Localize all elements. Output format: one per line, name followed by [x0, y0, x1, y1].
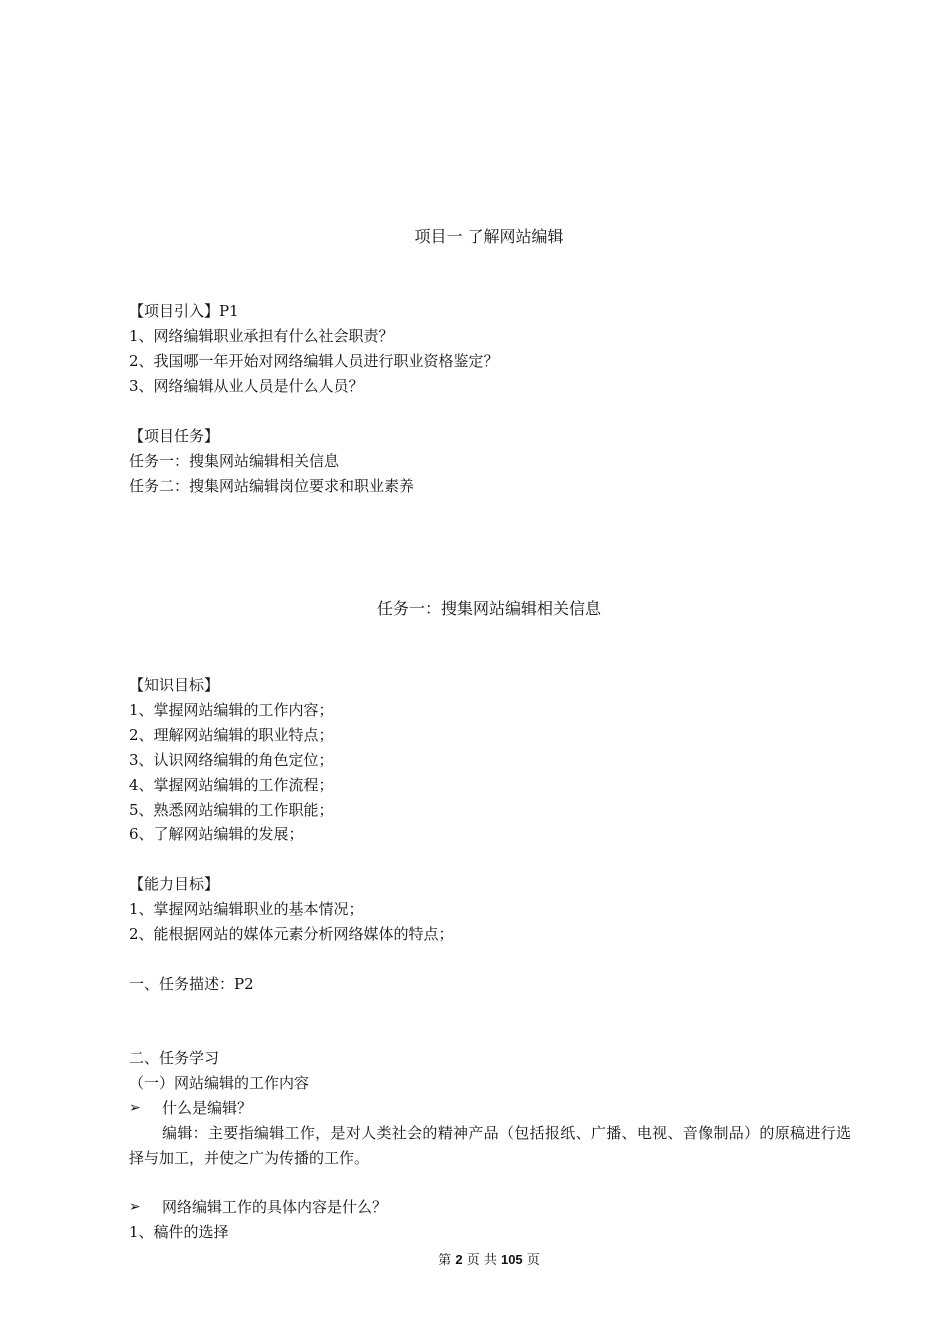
- arrow-bullet-icon: ➢: [129, 1199, 141, 1215]
- project-intro-item-2: 2、我国哪一年开始对网络编辑人员进行职业资格鉴定？: [129, 352, 499, 370]
- ability-goals-heading: 【能力目标】: [129, 875, 220, 893]
- question-what-is-editing: 什么是编辑？: [162, 1099, 253, 1117]
- ability-goal-item-2: 2、能根据网站的媒体元素分析网络媒体的特点；: [129, 925, 454, 943]
- knowledge-goal-item-3: 3、认识网络编辑的角色定位；: [129, 751, 334, 769]
- page-footer: [0, 1251, 950, 1270]
- project-intro-item-1: 1、网络编辑职业承担有什么社会职责？: [129, 327, 394, 345]
- footer-total-pages: 105: [500, 1252, 523, 1267]
- arrow-bullet-icon: ➢: [129, 1100, 141, 1116]
- project-task-item-1: 任务一：搜集网站编辑相关信息: [129, 452, 340, 470]
- footer-prefix: 第: [438, 1253, 452, 1268]
- knowledge-goal-item-4: 4、掌握网站编辑的工作流程；: [129, 776, 334, 794]
- question-work-content: 网络编辑工作的具体内容是什么？: [162, 1198, 388, 1216]
- task-learning-heading: 二、任务学习: [129, 1049, 220, 1067]
- project-intro-heading: 【项目引入】P1: [129, 302, 239, 320]
- project-intro-item-3: 3、网络编辑从业人员是什么人员？: [129, 377, 364, 395]
- knowledge-goal-item-6: 6、了解网站编辑的发展；: [129, 825, 304, 843]
- project-task-item-2: 任务二：搜集网站编辑岗位要求和职业素养: [129, 477, 415, 495]
- manuscript-selection-item: 1、稿件的选择: [129, 1223, 229, 1241]
- ability-goal-item-1: 1、掌握网站编辑职业的基本情况；: [129, 900, 364, 918]
- knowledge-goal-item-2: 2、理解网站编辑的职业特点；: [129, 726, 334, 744]
- knowledge-goal-item-5: 5、熟悉网站编辑的工作职能；: [129, 801, 334, 819]
- editing-definition-paragraph: 编辑：主要指编辑工作，是对人类社会的精神产品（包括报纸、广播、电视、音像制品）的原稿进行选择与加工，并使之广为传播的工作。: [129, 1124, 851, 1167]
- footer-middle: 页 共: [466, 1253, 497, 1268]
- project-tasks-heading: 【项目任务】: [129, 427, 220, 445]
- project-title: 项目一 了解网站编辑: [414, 227, 564, 246]
- task-title: 任务一：搜集网站编辑相关信息: [376, 599, 601, 618]
- knowledge-goal-item-1: 1、掌握网站编辑的工作内容；: [129, 701, 334, 719]
- knowledge-goals-heading: 【知识目标】: [129, 676, 220, 694]
- task-description: 一、任务描述：P2: [129, 975, 254, 993]
- footer-page-number: 2: [455, 1252, 463, 1267]
- footer-suffix: 页: [526, 1253, 540, 1268]
- task-learning-subheading: （一）网站编辑的工作内容: [129, 1074, 310, 1092]
